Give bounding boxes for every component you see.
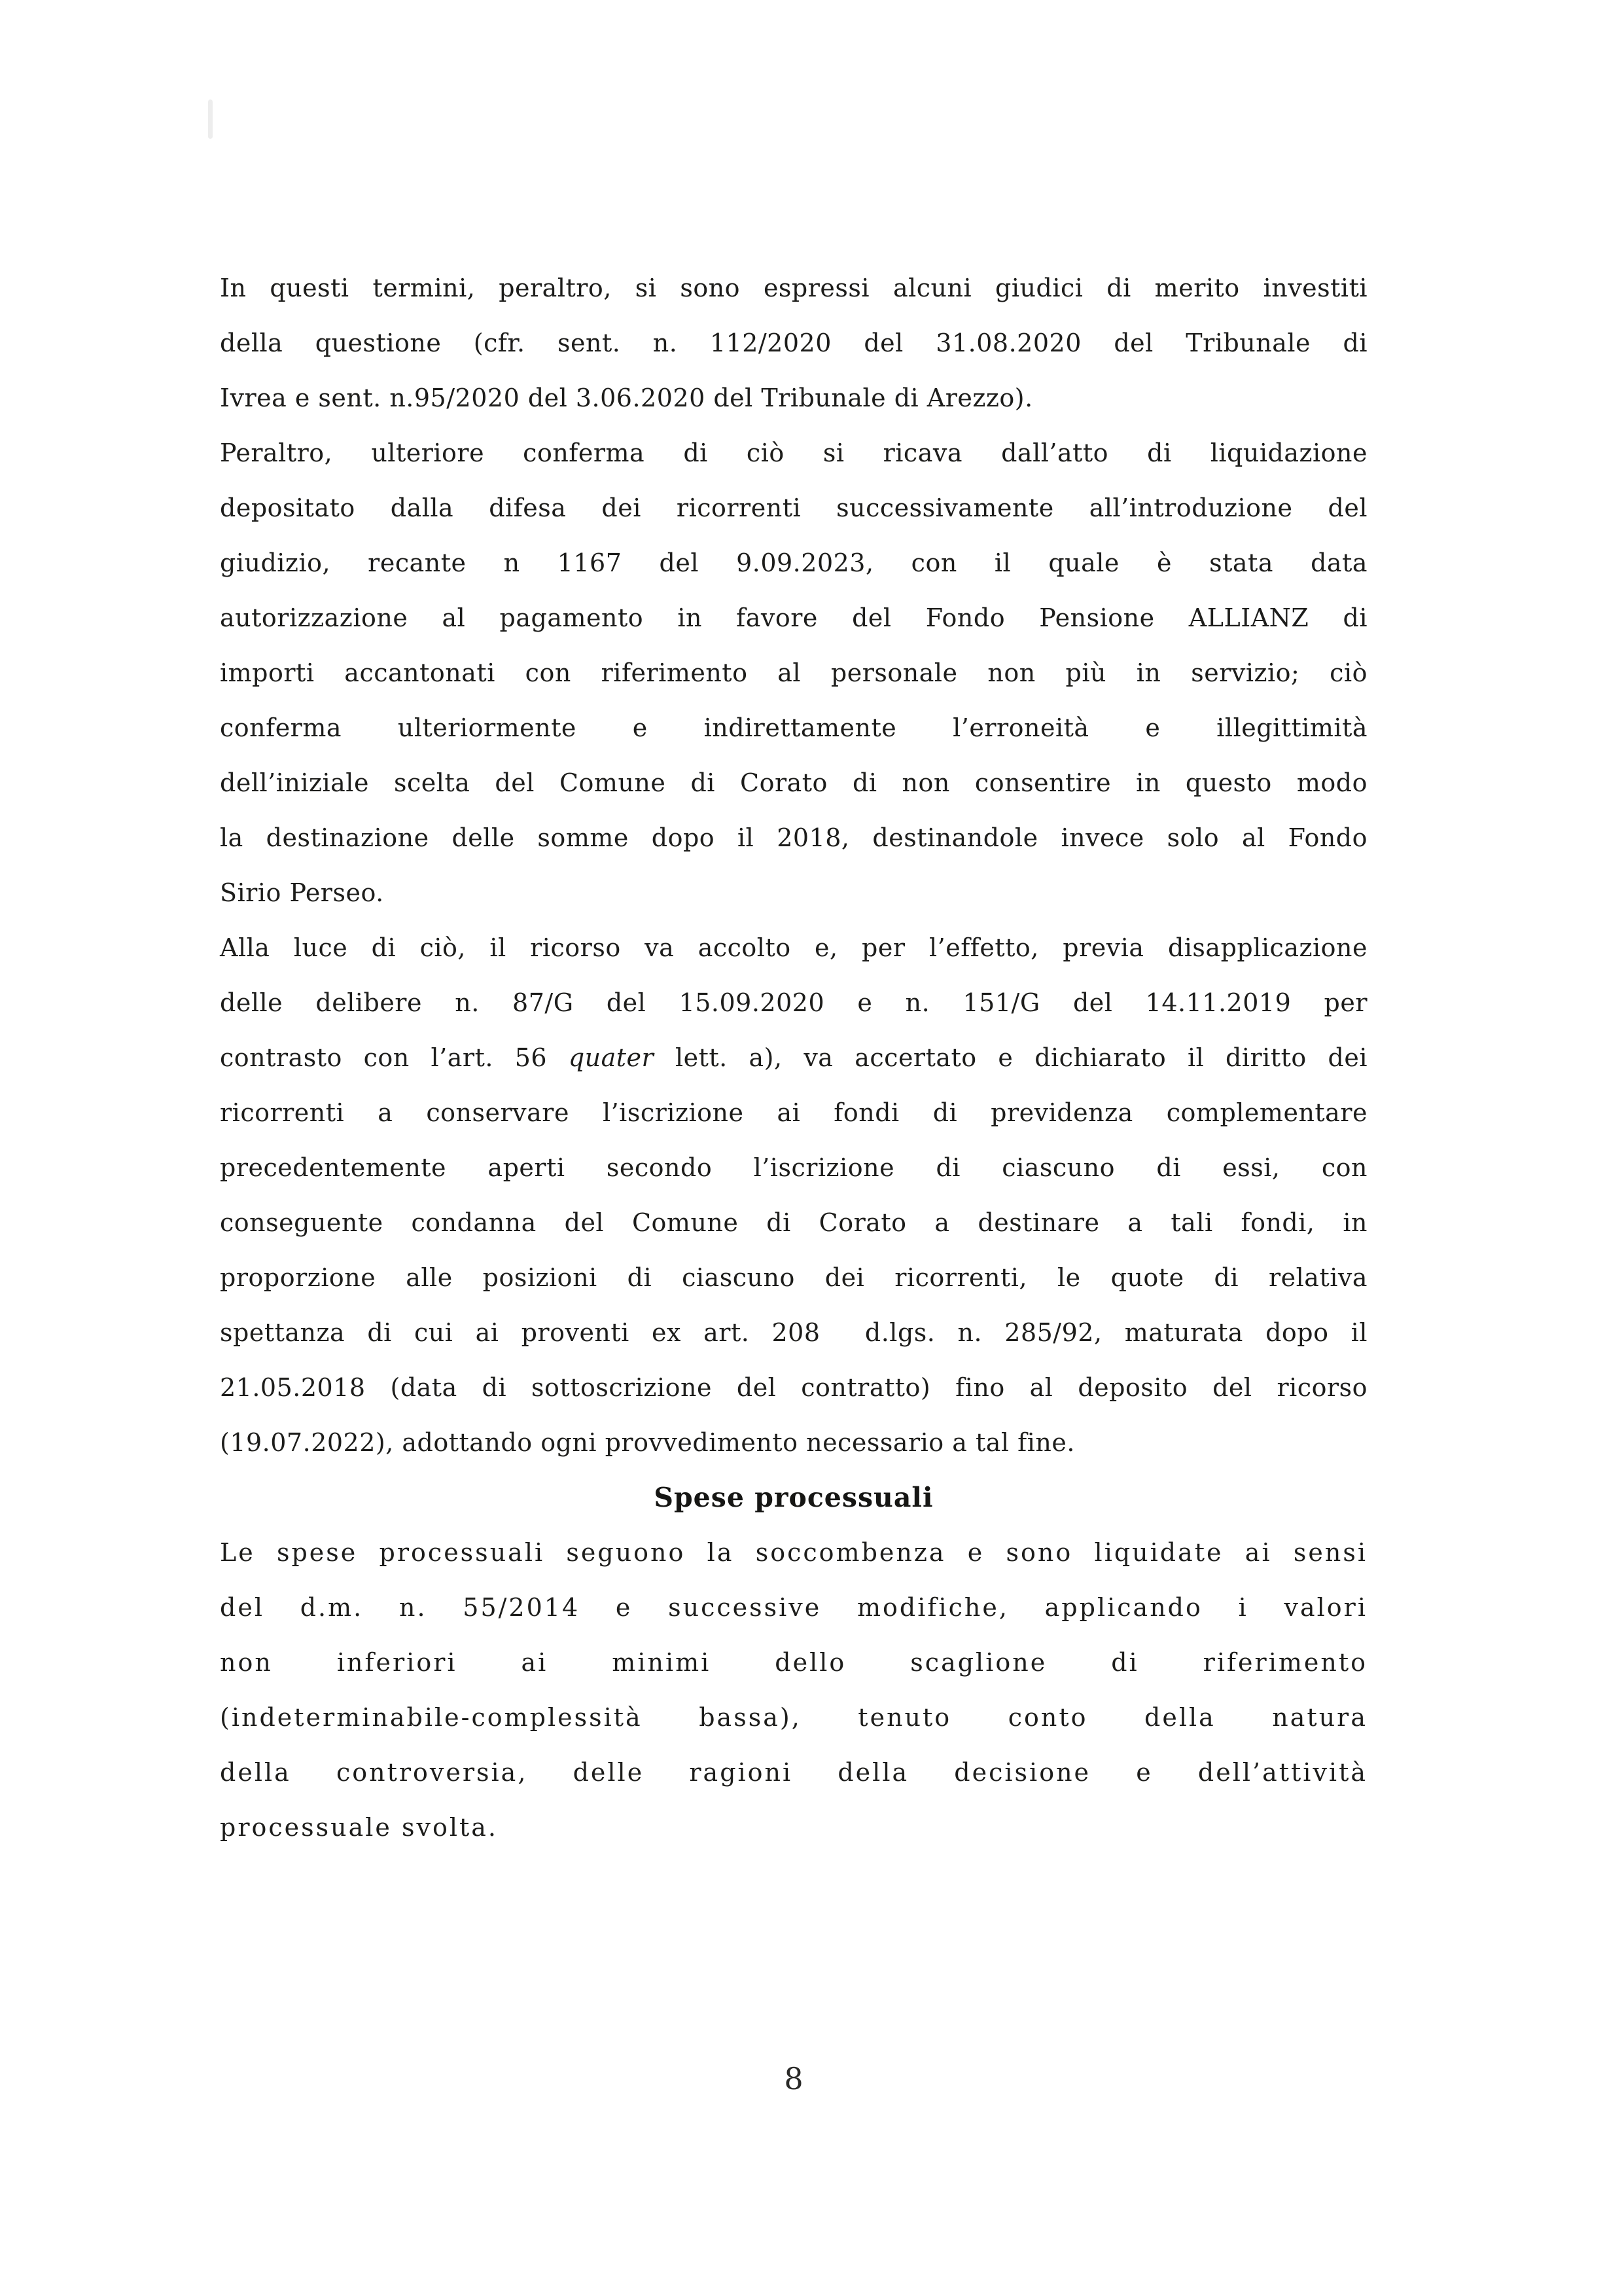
text-line: proporzione alle posizioni di ciascuno dei ricorrenti, le quote di relativa: [220, 1263, 1368, 1292]
text-line: dell’iniziale scelta del Comune di Corato di non consentire in questo modo: [220, 768, 1368, 797]
text-line: del d.m. n. 55/2014 e successive modifiche, applicando i valori: [220, 1593, 1368, 1622]
text-line: processuale svolta.: [220, 1813, 498, 1842]
text-line: (19.07.2022), adottando ogni provvedimento necessario a tal fine.: [220, 1428, 1075, 1457]
text-line: importi accantonati con riferimento al personale non più in servizio; ciò: [220, 658, 1368, 687]
text-line: ricorrenti a conservare l’iscrizione ai fondi di previdenza complementare: [220, 1098, 1368, 1127]
text-segment: lett. a), va accertato e dichiarato il diritto dei: [654, 1043, 1368, 1072]
italic-text-segment: quater: [547, 1043, 654, 1072]
text-line: della controversia, delle ragioni della decisione e dell’attività: [220, 1758, 1368, 1787]
text-segment: contrasto con l’art. 56: [220, 1043, 548, 1072]
text-line: In questi termini, peraltro, si sono espressi alcuni giudici di merito investiti: [220, 274, 1368, 302]
text-line: depositato dalla difesa dei ricorrenti successivamente all’introduzione del: [220, 493, 1368, 522]
text-line: della questione (cfr. sent. n. 112/2020 del 31.08.2020 del Tribunale di: [220, 329, 1368, 357]
text-line: 21.05.2018 (data di sottoscrizione del contratto) fino al deposito del ricorso: [220, 1373, 1368, 1402]
text-line: Le spese processuali seguono la soccombenza e sono liquidate ai sensi: [220, 1538, 1368, 1567]
text-line: autorizzazione al pagamento in favore del Fondo Pensione ALLIANZ di: [220, 603, 1368, 632]
text-line: delle delibere n. 87/G del 15.09.2020 e n. 151/G del 14.11.2019 per: [220, 988, 1368, 1017]
text-line: conseguente condanna del Comune di Corato a destinare a tali fondi, in: [220, 1208, 1368, 1237]
text-line: Ivrea e sent. n.95/2020 del 3.06.2020 del Tribunale di Arezzo).: [220, 384, 1033, 412]
text-line: (indeterminabile-complessità bassa), tenuto conto della natura: [220, 1703, 1368, 1732]
text-line: precedentemente aperti secondo l’iscrizione di ciascuno di essi, con: [220, 1153, 1368, 1182]
text-line: giudizio, recante n 1167 del 9.09.2023, con il quale è stata data: [220, 548, 1368, 577]
text-line: Peraltro, ulteriore conferma di ciò si ricava dall’atto di liquidazione: [220, 439, 1368, 467]
text-line: Sirio Perseo.: [220, 878, 384, 907]
scan-artifact: [208, 99, 213, 139]
page-number: 8: [784, 2061, 803, 2096]
text-block: [220, 260, 1368, 1855]
text-line: [220, 1030, 1368, 1085]
text-line: la destinazione delle somme dopo il 2018, destinandole invece solo al Fondo: [220, 823, 1368, 852]
section-heading-spese-processuali: Spese processuali: [654, 1482, 934, 1513]
text-line: non inferiori ai minimi dello scaglione di riferimento: [220, 1648, 1368, 1677]
text-line: conferma ulteriormente e indirettamente l’erroneità e illegittimità: [220, 713, 1368, 742]
text-line: Alla luce di ciò, il ricorso va accolto e, per l’effetto, previa disapplicazione: [220, 933, 1368, 962]
text-line: spettanza di cui ai proventi ex art. 208 d.lgs. n. 285/92, maturata dopo il: [220, 1318, 1368, 1347]
